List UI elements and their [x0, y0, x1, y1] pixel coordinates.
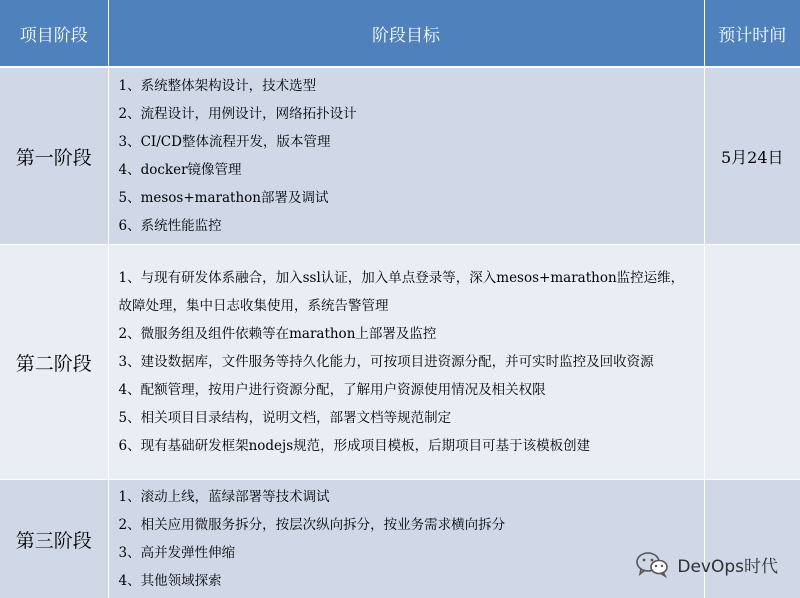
- table-row: [0, 480, 800, 598]
- goal-item: 2、相关应用微服务拆分，按层次纵向拆分，按业务需求横向拆分: [118, 517, 506, 533]
- goal-item: 6、系统性能监控: [118, 218, 222, 234]
- goals-cell: [108, 480, 704, 598]
- watermark: [635, 550, 778, 578]
- goals-cell: [108, 67, 704, 245]
- stage-cell: 第三阶段: [0, 480, 108, 598]
- goal-item: 4、docker镜像管理: [118, 162, 242, 178]
- goal-item: 1、与现有研发体系融合，加入ssl认证，加入单点登录等，深入mesos+marathon监控运维，故障处理，集中日志收集使用，系统告警管理: [118, 270, 685, 314]
- stage-cell: 第一阶段: [0, 67, 108, 245]
- goal-item: 2、微服务组及组件依赖等在marathon上部署及监控: [118, 326, 437, 342]
- watermark-text: DevOps时代: [677, 556, 778, 577]
- time-cell: [704, 245, 800, 480]
- goals-cell: [108, 245, 704, 480]
- table-row: [0, 245, 800, 480]
- goal-item: 4、其他领域探索: [118, 573, 222, 589]
- header-stage: 项目阶段: [0, 0, 108, 67]
- header-time: 预计时间: [704, 0, 800, 67]
- goal-item: 3、CI/CD整体流程开发，版本管理: [118, 134, 331, 150]
- header-goal: 阶段目标: [108, 0, 704, 67]
- goal-item: 5、mesos+marathon部署及调试: [118, 190, 329, 206]
- table-row: [0, 67, 800, 245]
- stage-cell: 第二阶段: [0, 245, 108, 480]
- goal-item: 2、流程设计，用例设计，网络拓扑设计: [118, 106, 357, 122]
- time-cell: 5月24日: [704, 67, 800, 245]
- goal-item: 6、现有基础研发框架nodejs规范，形成项目模板，后期项目可基于该模板创建: [118, 438, 591, 454]
- table-header-row: [0, 0, 800, 67]
- wechat-icon: [635, 550, 669, 578]
- goal-item: 1、系统整体架构设计，技术选型: [118, 78, 317, 94]
- goal-item: 5、相关项目目录结构，说明文档，部署文档等规范制定: [118, 410, 452, 426]
- goal-item: 4、配额管理，按用户进行资源分配，了解用户资源使用情况及相关权限: [118, 382, 546, 398]
- time-cell: [704, 480, 800, 598]
- goal-item: 3、高并发弹性伸缩: [118, 545, 236, 561]
- goal-item: 1、滚动上线，蓝绿部署等技术调试: [118, 489, 330, 505]
- goal-item: 3、建设数据库，文件服务等持久化能力，可按项目进资源分配，并可实时监控及回收资源: [118, 354, 654, 370]
